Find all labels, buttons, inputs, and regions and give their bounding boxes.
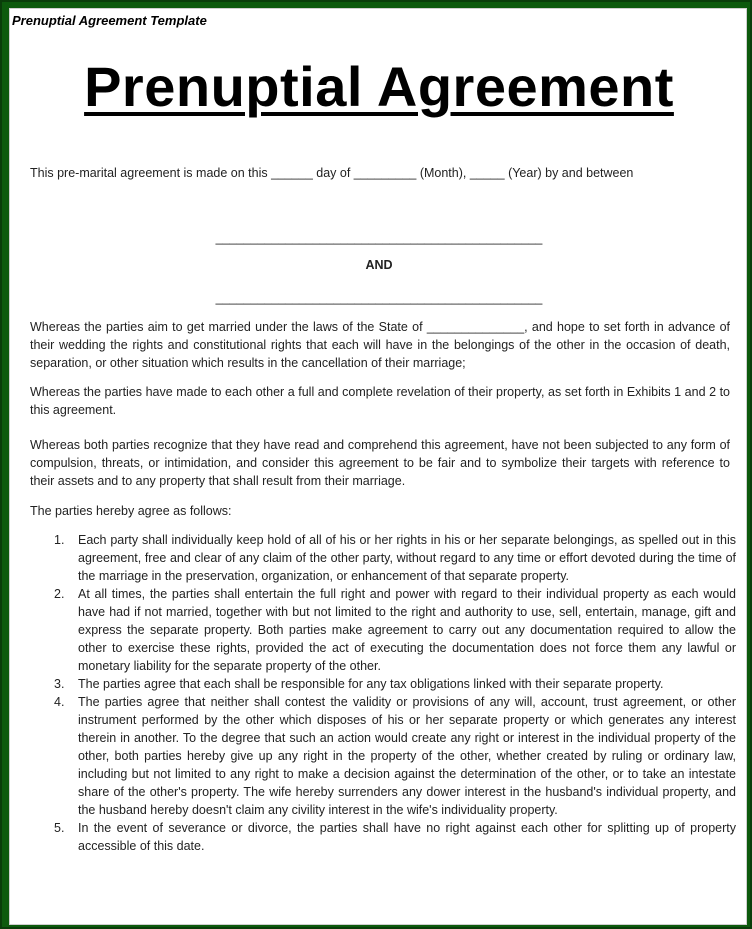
document-page xyxy=(9,8,747,925)
clauses-list xyxy=(30,531,736,855)
template-label: Prenuptial Agreement Template xyxy=(12,13,207,28)
party-one-line: _______________________________________________ xyxy=(215,231,543,245)
clause-text: In the event of severance or divorce, the parties shall have no right against each other for splitting up of property accessible of this date. xyxy=(78,821,736,853)
clause-number: 1. xyxy=(54,533,65,547)
clause-text: The parties agree that neither shall contest the validity or provisions of any will, account, trust agreement, or other instrument performed by the other which disposes of his or her separate property or which generates any interest therein in another. To the degree that such an action would create any right or interest in the individual property of the other, both parties hereby give up any right in the property of the other, whether created by ruling or ordinary law, including but not limited to any right to make a decision against the determination of the other, or to take an intestate share of the other's property. The wife hereby surrenders any dower interest in the husband's individual property, and the husband hereby doesn't claim any civility interest in the wife's individuality property. xyxy=(78,695,736,817)
clause-text: Each party shall individually keep hold of all of his or her rights in his or her separate belongings, as spelled out in this agreement, free and clear of any claim of the other party, without regard to any time or effort devoted during the time of the marriage in the preservation, organization, or enhancement of that separate property. xyxy=(78,533,736,583)
list-item xyxy=(30,693,736,819)
clause-number: 4. xyxy=(54,695,65,709)
list-item xyxy=(30,675,736,693)
whereas-paragraph-3: Whereas both parties recognize that they have read and comprehend this agreement, have not been subjected to any form of compulsion, threats, or intimidation, and consider this agreement to be fair and to symbolize their targets with reference to their assets and to any property that shall result from their marriage. xyxy=(30,438,730,488)
whereas-paragraph-1: Whereas the parties aim to get married under the laws of the State of ______________, and hope to set forth in advance of their wedding the rights and constitutional rights that each will have in the belongings of the other in the occasion of death, separation, or other situation which results in the cancellation of their marriage; xyxy=(30,320,730,370)
list-item xyxy=(30,585,736,675)
document-title: Prenuptial Agreement xyxy=(84,55,674,118)
clause-text: At all times, the parties shall entertain the full right and power with regard to their individual property as each would have had if not married, together with but not limited to the right and authority to use, sell, entertain, manage, gift and express the separate property. Both parties make agreement to carry out any documentation required to allow the other to exercise these rights, provided the act of executing the documentation does not force them any lawful or monetary liability for the separate property of the other. xyxy=(78,587,736,673)
clause-number: 5. xyxy=(54,821,65,835)
whereas-paragraph-2: Whereas the parties have made to each other a full and complete revelation of their property, as set forth in Exhibits 1 and 2 to this agreement. xyxy=(30,385,730,417)
agree-intro: The parties hereby agree as follows: xyxy=(30,504,232,518)
clause-text: The parties agree that each shall be responsible for any tax obligations linked with their separate property. xyxy=(78,677,664,691)
party-two-line: _______________________________________________ xyxy=(215,291,543,305)
clause-number: 3. xyxy=(54,677,65,691)
list-item xyxy=(30,819,736,855)
list-item xyxy=(30,531,736,585)
intro-paragraph: This pre-marital agreement is made on this ______ day of _________ (Month), _____ (Year) by and between xyxy=(30,166,634,180)
clause-number: 2. xyxy=(54,587,65,601)
and-label: AND xyxy=(365,258,393,272)
